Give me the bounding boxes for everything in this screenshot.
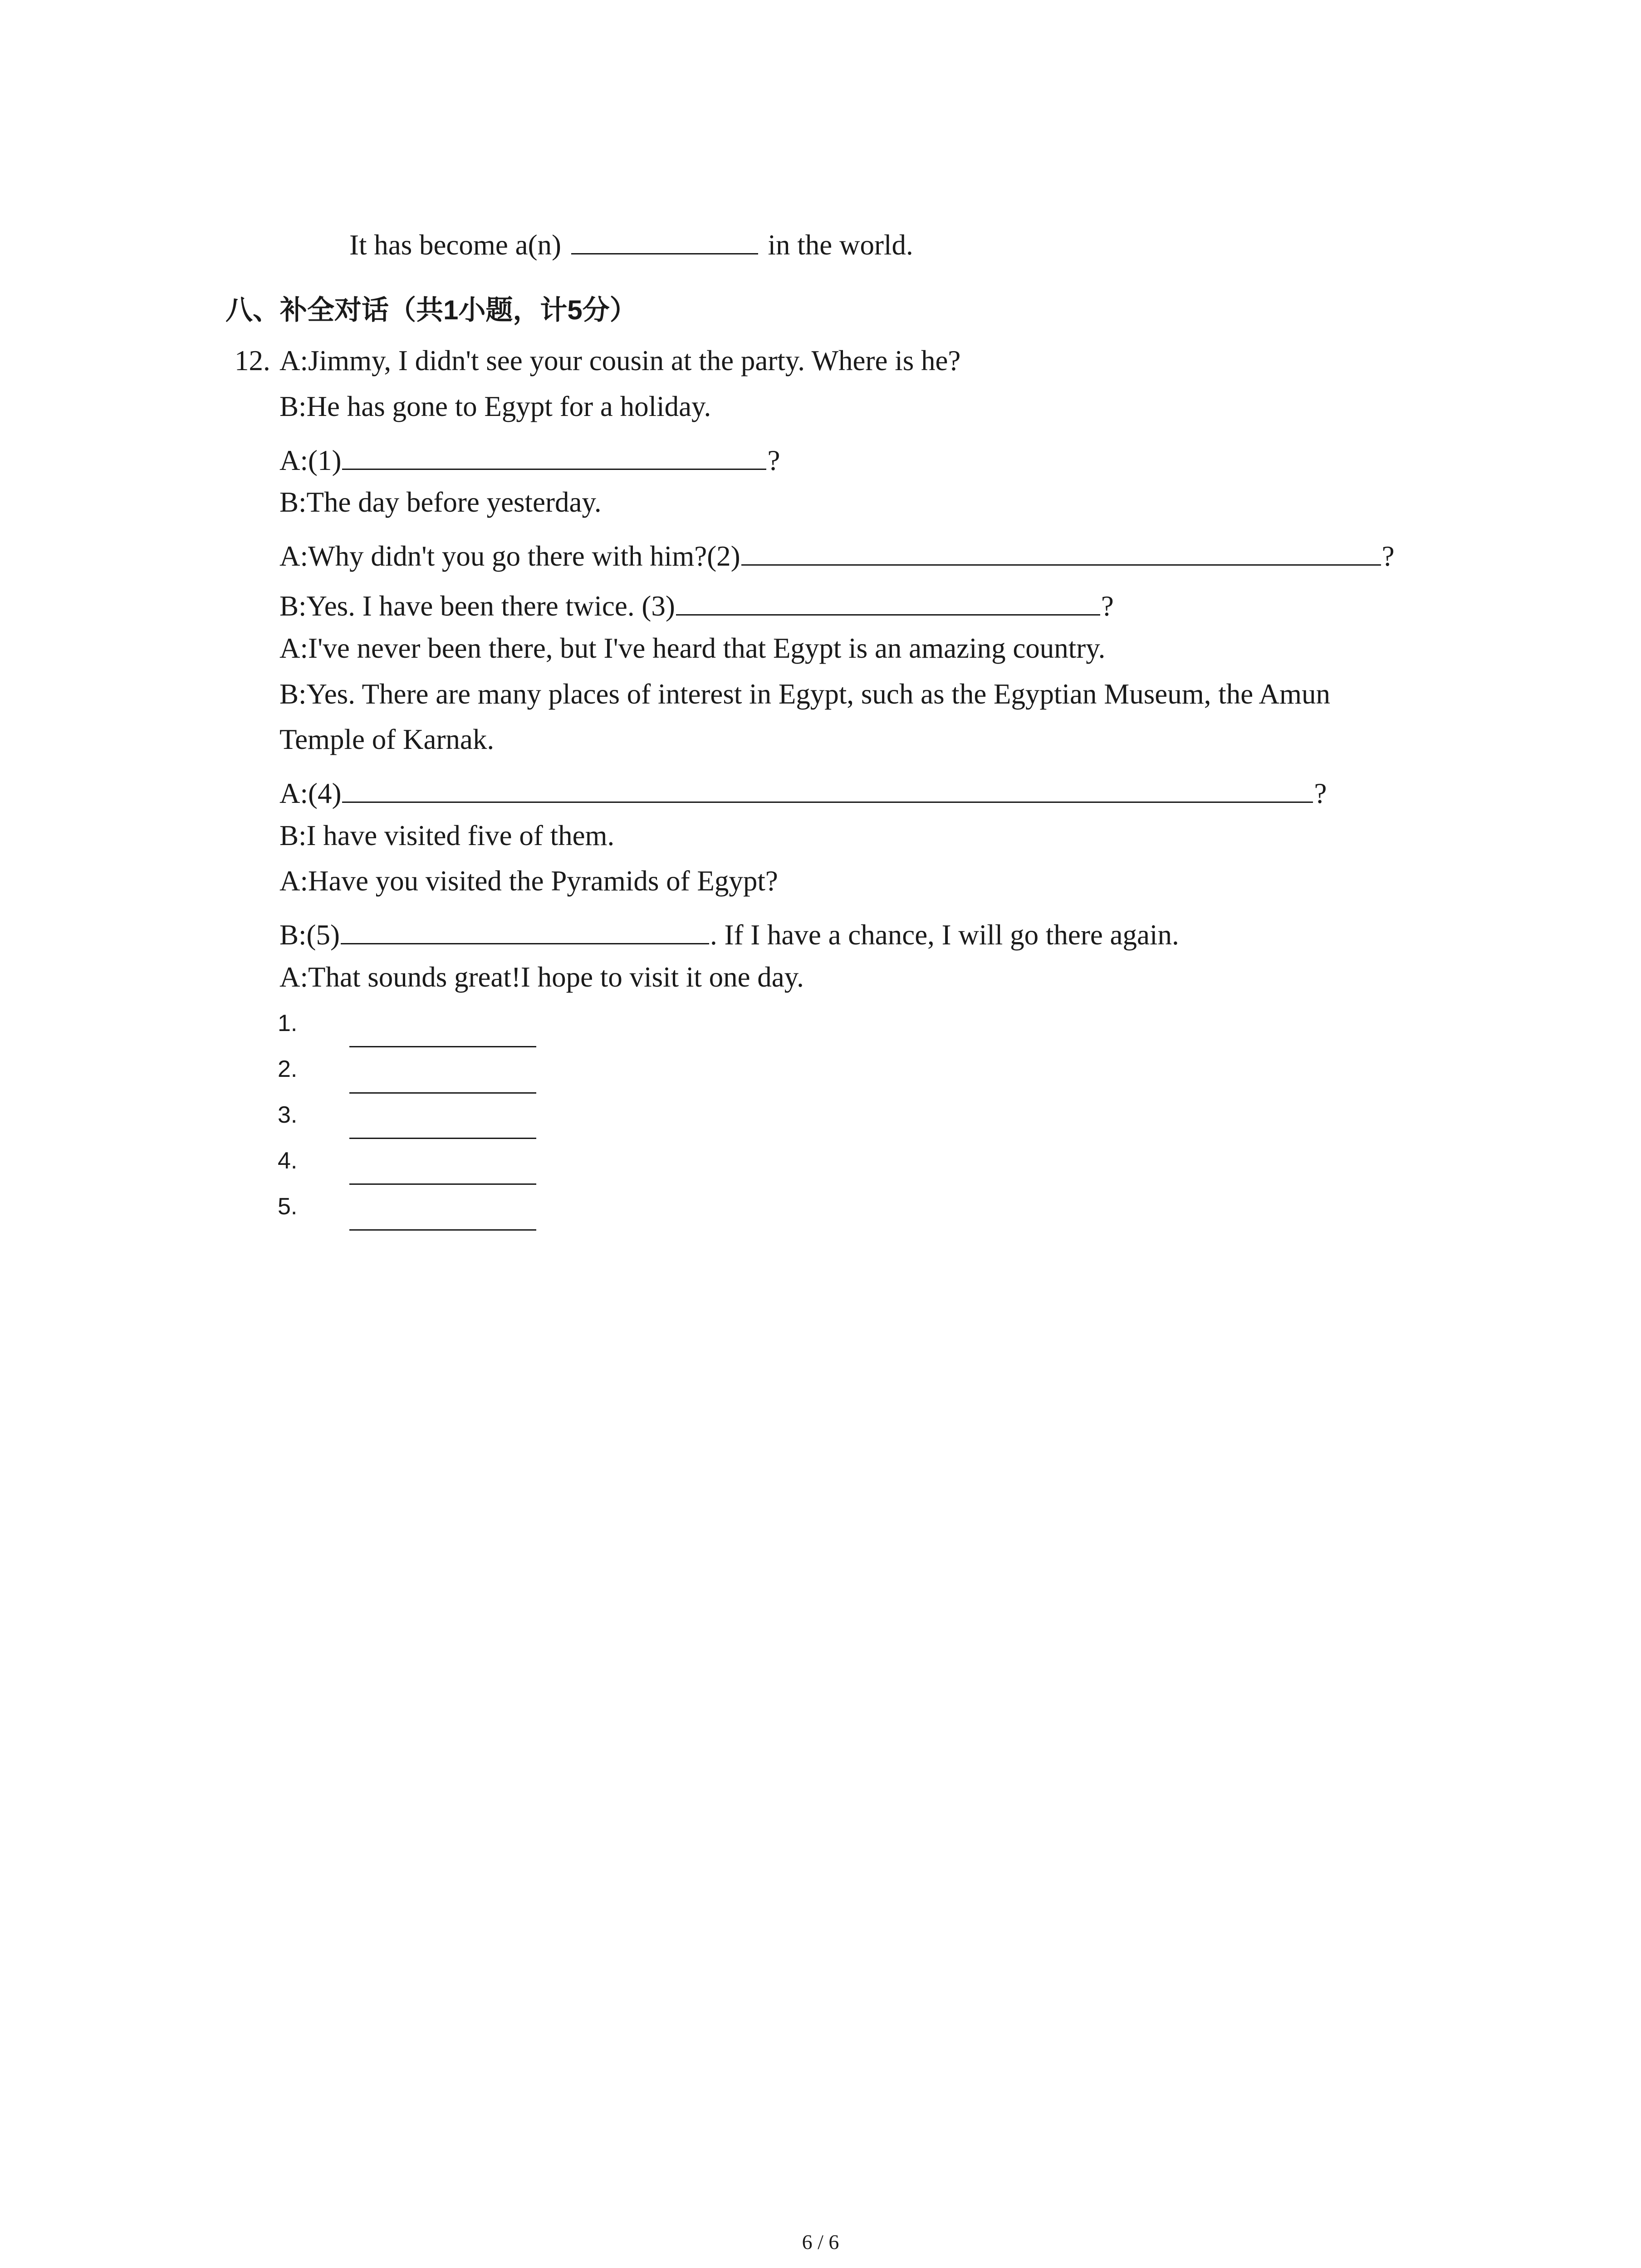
dialogue-line-3-prefix: A:(1) <box>279 445 342 476</box>
answer-line-1[interactable] <box>349 1046 536 1047</box>
answer-number-5: 5. <box>278 1193 298 1220</box>
intro-line <box>349 227 913 259</box>
answer-number-2: 2. <box>278 1056 298 1082</box>
intro-blank[interactable] <box>571 227 758 254</box>
dialogue-line-5 <box>279 538 1395 571</box>
intro-text-before: It has become a(n) <box>349 229 562 261</box>
answer-blank-3[interactable] <box>676 588 1100 616</box>
dialogue-line-1: A:Jimmy, I didn't see your cousin at the party. Where is he? <box>279 345 961 376</box>
answer-line-5[interactable] <box>349 1229 536 1231</box>
page-number: 6 / 6 <box>802 2230 839 2253</box>
dialogue-line-10: B:I have visited five of them. <box>279 820 615 851</box>
dialogue-line-5-prefix: A:Why didn't you go there with him?(2) <box>279 540 740 572</box>
dialogue-line-5-suffix: ? <box>1381 540 1395 572</box>
dialogue-line-7: A:I've never been there, but I've heard that Egypt is an amazing country. <box>279 632 1106 664</box>
answer-line-4[interactable] <box>349 1183 536 1185</box>
dialogue-line-8a: B:Yes. There are many places of interest in Egypt, such as the Egyptian Museum, the Amun <box>279 678 1330 710</box>
dialogue-line-12 <box>279 917 1179 949</box>
answer-blank-1[interactable] <box>342 442 766 470</box>
dialogue-line-3 <box>279 442 780 475</box>
dialogue-line-12-suffix: . If I have a chance, I will go there again. <box>710 919 1179 951</box>
dialogue-line-8b: Temple of Karnak. <box>279 723 495 755</box>
answer-line-2[interactable] <box>349 1092 536 1094</box>
answer-blank-4[interactable] <box>342 775 1313 803</box>
answer-blank-2[interactable] <box>741 538 1381 566</box>
dialogue-line-6 <box>279 588 1114 621</box>
dialogue-line-2: B:He has gone to Egypt for a holiday. <box>279 391 711 422</box>
question-number: 12. <box>235 345 270 376</box>
answer-number-3: 3. <box>278 1102 298 1128</box>
dialogue-line-13: A:That sounds great!I hope to visit it one day. <box>279 961 804 993</box>
dialogue-line-11: A:Have you visited the Pyramids of Egypt? <box>279 865 778 897</box>
dialogue-line-3-suffix: ? <box>767 445 780 476</box>
dialogue-line-4: B:The day before yesterday. <box>279 486 602 518</box>
answer-number-4: 4. <box>278 1148 298 1174</box>
dialogue-line-9 <box>279 775 1327 808</box>
section-heading: 八、补全对话（共1小题，计5分） <box>225 295 637 325</box>
intro-text-after: in the world. <box>768 229 913 261</box>
answer-line-3[interactable] <box>349 1138 536 1139</box>
dialogue-line-9-prefix: A:(4) <box>279 777 342 809</box>
dialogue-line-6-prefix: B:Yes. I have been there twice. (3) <box>279 590 675 622</box>
answer-number-1: 1. <box>278 1010 298 1036</box>
dialogue-line-12-prefix: B:(5) <box>279 919 340 951</box>
dialogue-line-9-suffix: ? <box>1314 777 1327 809</box>
answer-blank-5[interactable] <box>341 917 709 944</box>
dialogue-line-6-suffix: ? <box>1101 590 1114 622</box>
